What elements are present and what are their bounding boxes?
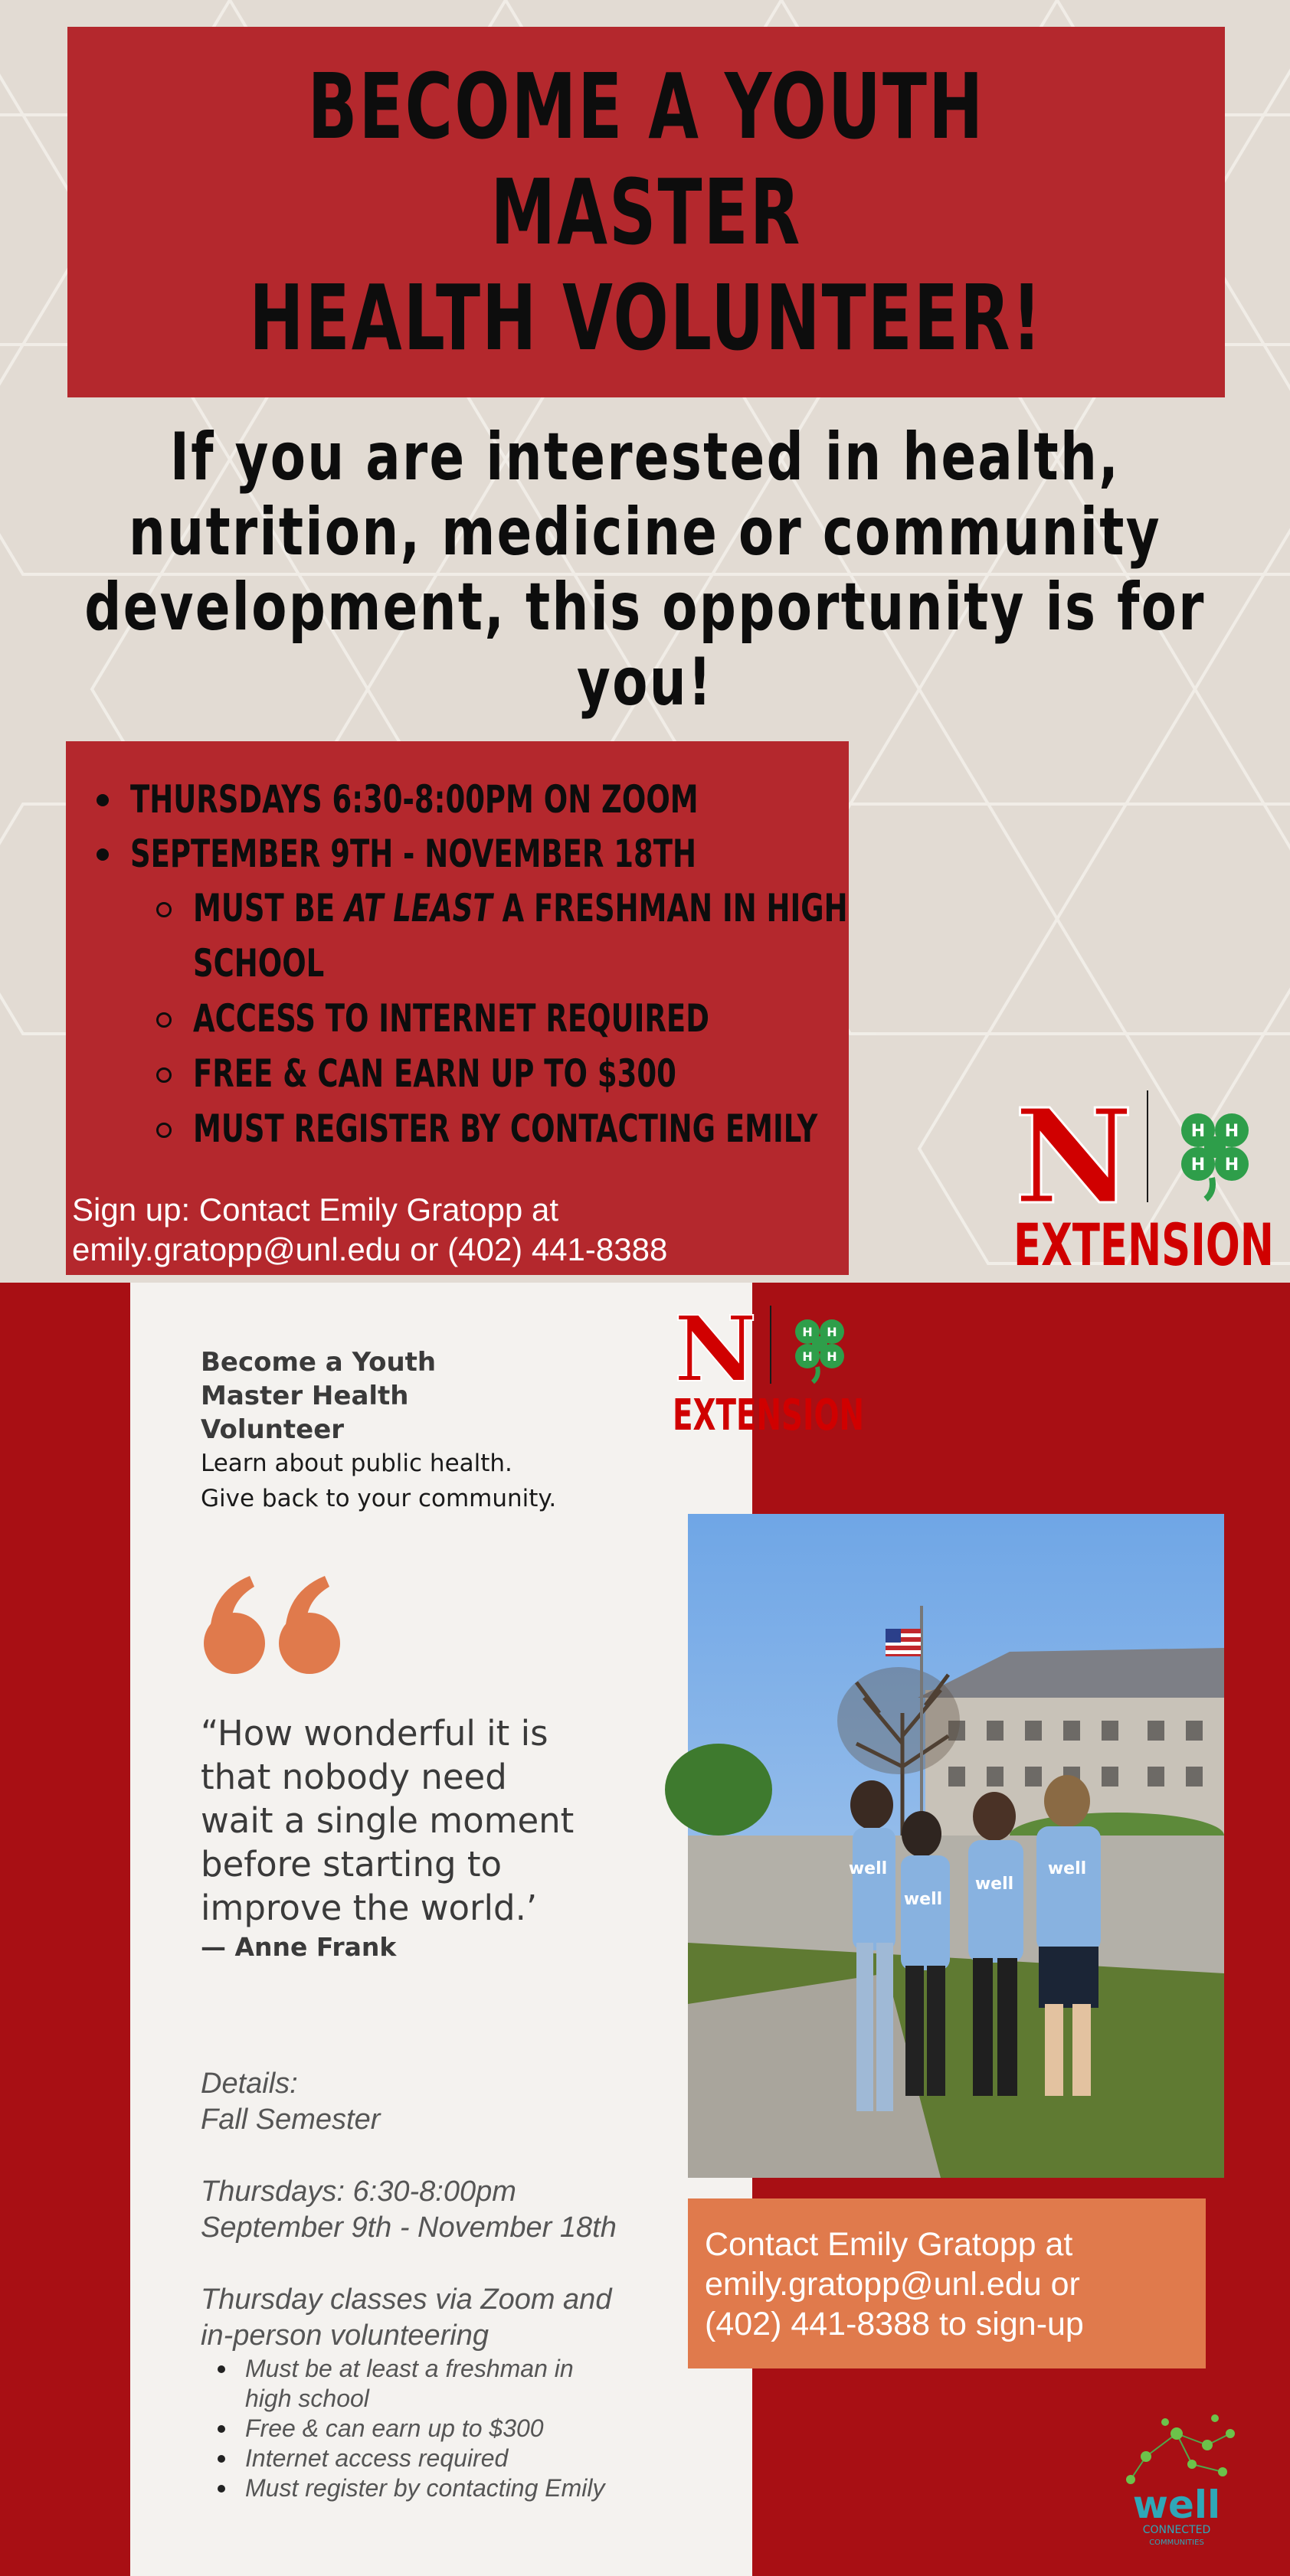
svg-text:well: well — [1132, 2483, 1221, 2527]
logo-extension-word: EXTENSION — [1013, 1211, 1274, 1279]
title-banner — [67, 27, 1225, 397]
details-bullet-list — [201, 2354, 676, 2503]
svg-text:N: N — [674, 1296, 757, 1402]
quote-line-4: before starting to — [201, 1844, 503, 1885]
nebraska-extension-logo-small — [671, 1296, 866, 1440]
bullet-ring-icon — [156, 1012, 172, 1028]
svg-text:EXTENSION: EXTENSION — [673, 1391, 864, 1440]
panel-title-line-3: Volunteer — [201, 1414, 345, 1445]
page-title — [230, 54, 1063, 371]
svg-text:H: H — [1190, 1122, 1206, 1141]
svg-text:well: well — [903, 1890, 943, 1909]
svg-text:H: H — [1190, 1156, 1206, 1175]
top-flyer — [0, 0, 1290, 1283]
logo-n-letter: N — [1014, 1080, 1134, 1234]
details-dates: September 9th - November 18th — [201, 2212, 617, 2244]
quote-author: — Anne Frank — [201, 1932, 397, 1962]
contact-box — [688, 2198, 1206, 2368]
quote-line-5: improve the world.’ — [201, 1888, 538, 1928]
details-sub-free: FREE & CAN EARN UP TO $300 — [193, 1051, 676, 1096]
details-item-dates: SEPTEMBER 9TH - NOVEMBER 18TH — [130, 832, 696, 876]
details-box — [66, 741, 849, 1275]
svg-text:H: H — [1224, 1122, 1239, 1141]
title-line-2: HEALTH VOLUNTEER! — [249, 265, 1043, 371]
intro-line-4: you! — [577, 644, 713, 721]
intro-line-2: nutrition, medicine or community — [129, 494, 1161, 570]
svg-text:H: H — [1224, 1156, 1239, 1175]
intro-line-3: development, this opportunity is for — [84, 569, 1206, 646]
intro-line-1: If you are interested in health, — [169, 419, 1121, 495]
panel-title-line-2: Master Health — [201, 1381, 409, 1411]
quote-text — [201, 1711, 630, 1930]
details-time: Thursdays: 6:30-8:00pm — [201, 2176, 516, 2208]
details-semester: Fall Semester — [201, 2104, 381, 2136]
details-sub-freshman-2: SCHOOL — [193, 941, 325, 986]
quote-line-1: “How wonderful it is — [201, 1713, 548, 1754]
contact-line-3: (402) 441-8388 to sign-up — [705, 2306, 1084, 2342]
panel-title — [201, 1345, 538, 1447]
bullet-ring-icon — [156, 1123, 172, 1138]
details-sub-freshman: MUST BE AT LEAST A FRESHMAN IN HIGH — [193, 886, 848, 930]
svg-text:H: H — [802, 1325, 813, 1339]
svg-text:well: well — [974, 1875, 1014, 1894]
quote-line-3: wait a single moment — [201, 1800, 575, 1841]
nebraska-extension-logo — [1010, 1080, 1278, 1279]
list-item: Internet access required — [201, 2444, 676, 2473]
details-sub-register: MUST REGISTER BY CONTACTING EMILY — [193, 1107, 818, 1151]
contact-text — [705, 2225, 1189, 2344]
quote-mark-icon — [201, 1570, 346, 1677]
contact-line-1: Contact Emily Gratopp at — [705, 2226, 1073, 2263]
signup-text — [72, 1190, 838, 1270]
svg-text:well: well — [848, 1859, 888, 1878]
contact-email-link[interactable]: emily.gratopp@unl.edu or — [705, 2266, 1080, 2303]
details-classes-line-1: Thursday classes via Zoom and — [201, 2283, 612, 2316]
list-item: Must be at least a freshman in high school — [201, 2354, 584, 2414]
svg-text:H: H — [827, 1325, 837, 1339]
details-section — [201, 2066, 676, 2503]
intro-heading — [46, 420, 1244, 720]
details-item-schedule: THURSDAYS 6:30-8:00PM ON ZOOM — [130, 777, 699, 822]
bullet-ring-icon — [156, 902, 172, 917]
panel-sub-line-2: Give back to your community. — [201, 1485, 557, 1512]
panel-title-line-1: Become a Youth — [201, 1347, 437, 1378]
signup-line-2: emily.gratopp@unl.edu or (402) 441-8388 — [72, 1231, 668, 1267]
panel-subtitle — [201, 1446, 599, 1516]
details-label: Details: — [201, 2068, 298, 2100]
svg-text:COMMUNITIES: COMMUNITIES — [1149, 2538, 1204, 2547]
details-sub-internet: ACCESS TO INTERNET REQUIRED — [193, 996, 709, 1041]
panel-sub-line-1: Learn about public health. — [201, 1450, 512, 1477]
bullet-dot-icon — [97, 848, 109, 861]
svg-text:CONNECTED: CONNECTED — [1142, 2524, 1211, 2536]
well-connected-logo — [1100, 2411, 1253, 2548]
quote-line-2: that nobody need — [201, 1757, 507, 1797]
bullet-dot-icon — [97, 794, 109, 806]
bullet-ring-icon — [156, 1067, 172, 1083]
list-item: Free & can earn up to $300 — [201, 2414, 676, 2444]
title-line-1: BECOME A YOUTH MASTER — [307, 54, 985, 265]
svg-text:well: well — [1047, 1859, 1087, 1878]
clover-icon — [1181, 1113, 1249, 1199]
volunteers-photo — [688, 1514, 1224, 2178]
svg-text:H: H — [827, 1349, 837, 1364]
details-classes-line-2: in-person volunteering — [201, 2319, 489, 2352]
svg-text:H: H — [802, 1349, 813, 1364]
signup-line-1: Sign up: Contact Emily Gratopp at — [72, 1192, 558, 1228]
list-item: Must register by contacting Emily — [201, 2473, 676, 2503]
